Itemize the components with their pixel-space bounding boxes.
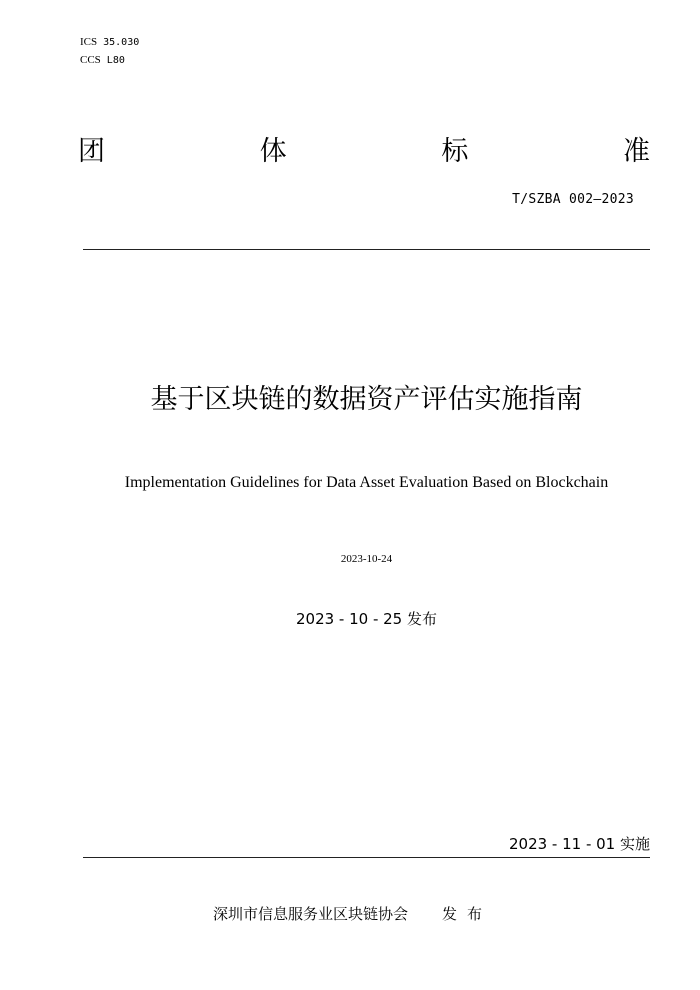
- document-title-chinese: 基于区块链的数据资产评估实施指南: [150, 384, 583, 415]
- ccs-label: CCS: [80, 54, 101, 66]
- ics-line: [80, 35, 139, 50]
- ics-label: ICS: [80, 36, 98, 48]
- issue-label: 发布: [442, 905, 493, 923]
- implementation-date: 2023 - 11 - 01 实施: [508, 835, 650, 853]
- document-title-english: Implementation Guidelines for Data Asset Evaluation Based on Blockchain: [124, 474, 609, 491]
- standard-type-char: 标: [441, 136, 469, 167]
- standard-type-char: 准: [622, 136, 650, 167]
- publish-date: 2023 - 10 - 25 发布: [295, 610, 437, 628]
- ccs-line: [80, 53, 125, 68]
- draft-date: 2023-10-24: [340, 553, 393, 565]
- ics-value: 35.030: [103, 37, 140, 48]
- standard-type-char: 体: [259, 136, 287, 167]
- bottom-divider: [83, 857, 650, 858]
- standard-code: T/SZBA 002—2023: [512, 192, 634, 207]
- issuer-line: [213, 904, 492, 924]
- ccs-value: L80: [106, 55, 125, 66]
- top-divider: [83, 249, 650, 250]
- issuer-name: 深圳市信息服务业区块链协会: [213, 905, 409, 923]
- standard-type-char: 团: [78, 136, 105, 167]
- standard-type-heading: [78, 134, 650, 170]
